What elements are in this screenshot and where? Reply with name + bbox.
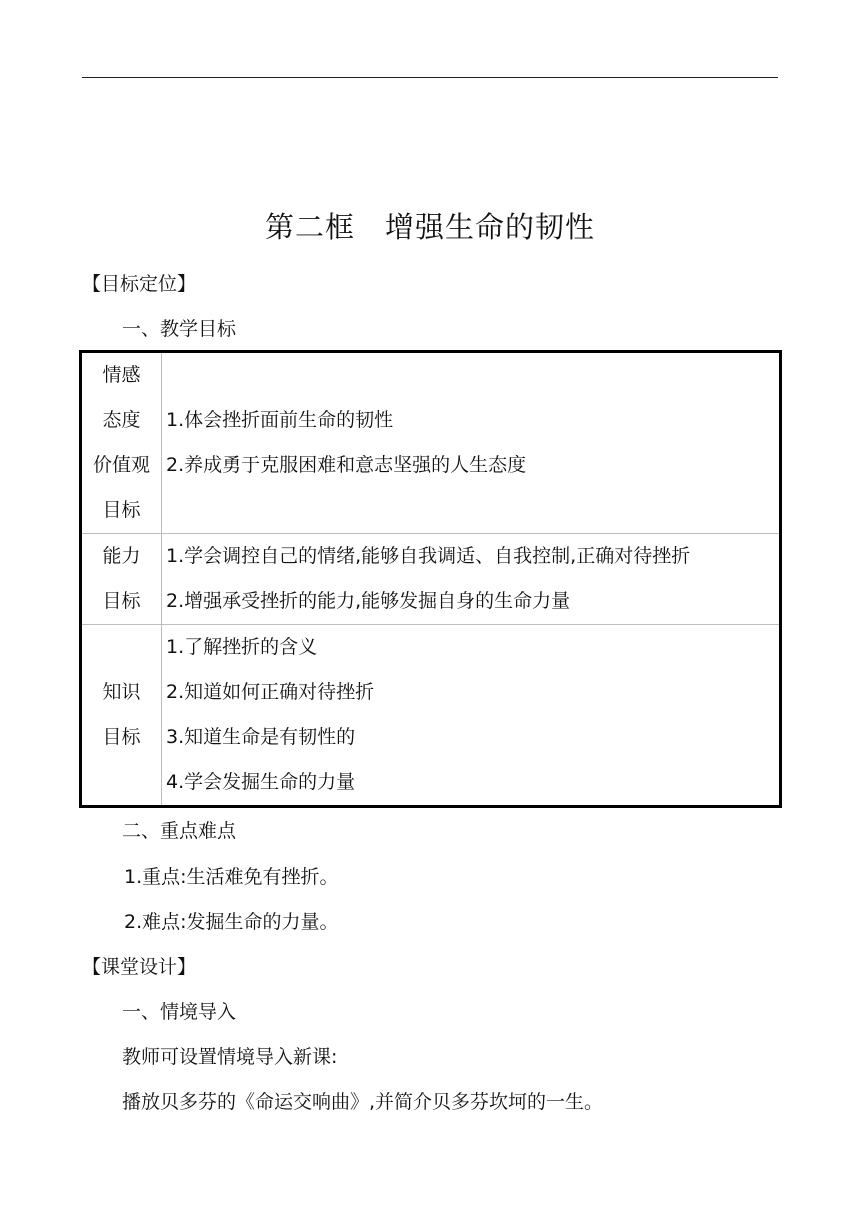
category-cell (81, 352, 162, 534)
page-title: 第二框 增强生命的韧性 (264, 210, 595, 244)
goal-item: 2.养成勇于克服困难和意志坚强的人生态度 (166, 454, 527, 476)
header-rule (82, 77, 778, 78)
category-line: 目标 (102, 726, 141, 748)
category-line: 情感 (102, 364, 141, 386)
category-cell (81, 625, 162, 807)
goal-item: 3.知道生命是有韧性的 (166, 726, 356, 748)
key-point: 1.重点:生活难免有挫折。 (124, 866, 339, 888)
subheading-scene-intro: 一、情境导入 (122, 1001, 237, 1023)
subheading-key-points: 二、重点难点 (122, 820, 237, 842)
items-cell (162, 534, 781, 625)
category-line: 能力 (102, 545, 141, 567)
teacher-note: 教师可设置情境导入新课: (122, 1046, 338, 1068)
category-cell (81, 534, 162, 625)
category-line: 知识 (102, 681, 141, 703)
category-line: 目标 (102, 590, 141, 612)
table-row-knowledge (81, 625, 781, 807)
goal-item: 1.学会调控自己的情绪,能够自我调适、自我控制,正确对待挫折 (166, 545, 691, 567)
section-heading-class-design: 【课堂设计】 (82, 956, 197, 978)
items-cell (162, 352, 781, 534)
difficult-point: 2.难点:发掘生命的力量。 (124, 911, 339, 933)
category-line: 价值观 (92, 454, 150, 476)
goal-item: 1.体会挫折面前生命的韧性 (166, 409, 394, 431)
table-row-emotion (81, 352, 781, 534)
category-line: 态度 (102, 409, 141, 431)
table-row-ability (81, 534, 781, 625)
category-line: 目标 (102, 499, 141, 521)
section-heading-goal: 【目标定位】 (82, 273, 197, 295)
subheading-teaching-goals: 一、教学目标 (122, 318, 237, 340)
goal-item: 1.了解挫折的含义 (166, 636, 318, 658)
activity-text: 播放贝多芬的《命运交响曲》,并简介贝多芬坎坷的一生。 (122, 1091, 604, 1113)
goal-item: 2.增强承受挫折的能力,能够发掘自身的生命力量 (166, 590, 571, 612)
goal-item: 4.学会发掘生命的力量 (166, 771, 356, 793)
teaching-goals-table (79, 350, 782, 808)
items-cell (162, 625, 781, 807)
goal-item: 2.知道如何正确对待挫折 (166, 681, 375, 703)
